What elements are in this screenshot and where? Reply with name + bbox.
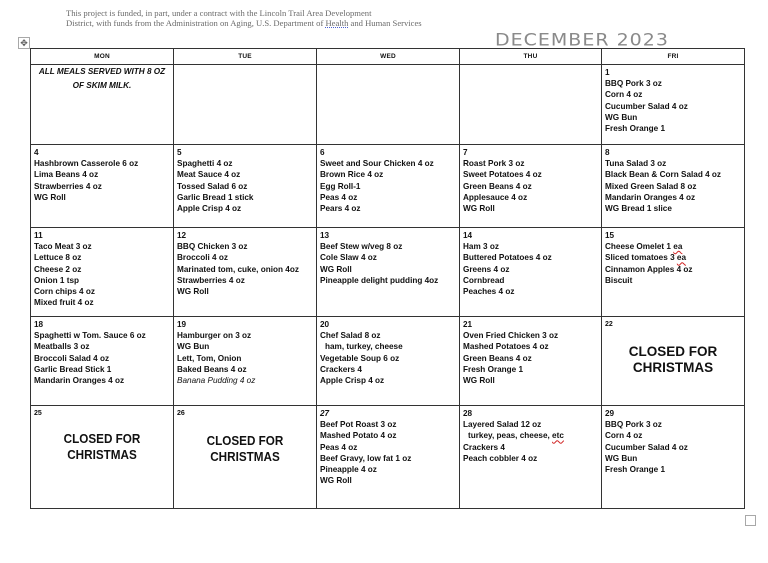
day-number: 15 [605,231,615,240]
menu-item: Pineapple 4 oz [320,465,377,475]
menu-item: Meat Sauce 4 oz [177,170,241,180]
menu-item-detail: ham, turkey, cheese [325,342,403,352]
menu-item: Marinated tom, cuke, onion 4oz [177,264,299,274]
menu-item: Green Beans 4 oz [463,353,532,363]
menu-item: Garlic Bread Stick 1 [34,364,112,374]
menu-item: Mixed fruit 4 oz [34,298,94,308]
menu-item: Baked Beans 4 oz [177,364,247,374]
closed-day-cell [174,406,317,509]
menu-item: WG Bun [605,112,638,122]
closed-notice: CLOSED FOR CHRISTMAS [628,344,718,376]
day-cell [31,145,174,228]
day-cell [460,145,602,228]
day-number: 27 [320,409,330,418]
day-number: 26 [177,410,185,417]
table-move-handle-icon[interactable]: ✥ [18,37,30,49]
week-row [31,406,745,509]
menu-item: Roast Pork 3 oz [463,159,525,169]
closed-notice: CLOSED FOR CHRISTMAS [63,431,141,463]
menu-item: Layered Salad 12 oz [463,420,542,430]
day-cell [317,406,460,509]
menu-item: Corn 4 oz [605,90,643,100]
menu-item: Cheese Omelet 1 ea [605,242,683,252]
menu-item: Spaghetti w Tom. Sauce 6 oz [34,331,146,341]
day-cell [460,317,602,406]
weekday-header-row [31,49,745,65]
menu-item: Mashed Potatoes 4 oz [463,342,549,352]
menu-item-detail: turkey, peas, cheese, etc [468,431,564,441]
menu-item: BBQ Pork 3 oz [605,79,662,89]
menu-item: Taco Meat 3 oz [34,242,92,252]
spell-flagged-word: ea [676,253,687,263]
menu-item: BBQ Chicken 3 oz [177,242,248,252]
grammar-flagged-word: Health [325,18,349,28]
day-cell [174,145,317,228]
day-cell [174,317,317,406]
menu-item: Corn chips 4 oz [34,287,95,297]
menu-item: Crackers 4 [320,364,362,374]
menu-item: Pineapple delight pudding 4oz [320,275,439,285]
milk-note: ALL MEALS SERVED WITH 8 OZ OF SKIM MILK. [38,67,166,90]
header-wed: WED [317,49,460,65]
header-mon: MON [31,49,174,65]
day-number: 29 [605,409,615,418]
day-number: 19 [177,320,187,329]
menu-item: Beef Stew w/veg 8 oz [320,242,403,252]
day-number: 22 [605,321,613,328]
menu-item: Crackers 4 [463,442,505,452]
menu-item: Applesauce 4 oz [463,192,528,202]
menu-item: Strawberries 4 oz [177,275,245,285]
menu-item: Strawberries 4 oz [34,181,102,191]
header-tue: TUE [174,49,317,65]
menu-item: Peach cobbler 4 oz [463,453,538,463]
menu-item: Lett, Tom, Onion [177,353,242,363]
funding-line-1: This project is funded, in part, under a contract with the Lincoln Trail Area Development [66,8,372,18]
day-number: 8 [605,148,610,157]
day-number: 4 [34,148,39,157]
menu-item: Beef Gravy, low fat 1 oz [320,453,412,463]
menu-item: WG Roll [320,476,352,486]
day-cell [31,228,174,317]
menu-item: Lettuce 8 oz [34,253,82,263]
menu-item: Mixed Green Salad 8 oz [605,181,697,191]
day-number: 18 [34,320,44,329]
menu-item: Fresh Orange 1 [463,364,524,374]
menu-item: Tossed Salad 6 oz [177,181,248,191]
menu-item: Hamburger on 3 oz [177,331,252,341]
day-cell [460,228,602,317]
menu-item: Buttered Potatoes 4 oz [463,253,552,263]
menu-item: Peas 4 oz [320,442,358,452]
menu-calendar-table [30,48,745,509]
week-row [31,228,745,317]
menu-item: Brown Rice 4 oz [320,170,384,180]
menu-item: WG Bun [177,342,210,352]
menu-item: Apple Crisp 4 oz [177,204,242,214]
menu-item: Broccoli Salad 4 oz [34,353,110,363]
menu-item: Apple Crisp 4 oz [320,376,385,386]
menu-item: Lima Beans 4 oz [34,170,99,180]
spell-flagged-word: etc [552,431,564,441]
day-cell [317,228,460,317]
menu-item: Hashbrown Casserole 6 oz [34,159,139,169]
menu-item: Meatballs 3 oz [34,342,90,352]
funding-line-2: District, with funds from the Administration on Aging, U.S. Department of Health and Human Services [66,18,422,28]
day-number: 14 [463,231,473,240]
closed-notice: CLOSED FOR CHRISTMAS [206,433,284,465]
menu-item: Cornbread [463,275,505,285]
menu-item: Pears 4 oz [320,204,361,214]
menu-item: Oven Fried Chicken 3 oz [463,331,559,341]
menu-item: Chef Salad 8 oz [320,331,381,341]
menu-item: Spaghetti 4 oz [177,159,233,169]
menu-item: Cucumber Salad 4 oz [605,442,688,452]
week-row [31,145,745,228]
menu-item: Mashed Potato 4 oz [320,431,397,441]
day-number: 21 [463,320,473,329]
menu-item: Sweet Potatoes 4 oz [463,170,542,180]
empty-day-cell [460,65,602,145]
menu-item: Mandarin Oranges 4 oz [34,376,125,386]
table-resize-handle[interactable] [745,515,756,526]
closed-day-cell [602,317,745,406]
menu-item: BBQ Pork 3 oz [605,420,662,430]
menu-item: WG Bread 1 slice [605,204,672,214]
menu-item: WG Roll [320,264,352,274]
milk-note-cell [31,65,174,145]
day-cell [31,317,174,406]
menu-item: WG Roll [463,376,495,386]
menu-item: Sweet and Sour Chicken 4 oz [320,159,434,169]
menu-item: Cinnamon Apples 4 oz [605,264,693,274]
menu-item: Sliced tomatoes 3 ea [605,253,687,263]
day-cell [174,228,317,317]
menu-item: Tuna Salad 3 oz [605,159,667,169]
month-title: DECEMBER 2023 [495,30,669,50]
day-cell [602,228,745,317]
empty-day-cell [317,65,460,145]
day-number: 6 [320,148,325,157]
day-cell [602,406,745,509]
menu-item: Biscuit [605,275,633,285]
menu-item: Mandarin Oranges 4 oz [605,192,696,202]
empty-day-cell [174,65,317,145]
day-number: 12 [177,231,187,240]
header-fri: FRI [602,49,745,65]
menu-item: Peas 4 oz [320,192,358,202]
menu-item: Vegetable Soup 6 oz [320,353,400,363]
day-number: 28 [463,409,473,418]
menu-item: Cheese 2 oz [34,264,82,274]
menu-item: Cole Slaw 4 oz [320,253,377,263]
menu-item: Green Beans 4 oz [463,181,532,191]
day-number: 11 [34,231,43,240]
menu-item: Onion 1 tsp [34,275,80,285]
menu-item: Black Bean & Corn Salad 4 oz [605,170,722,180]
header-thu: THU [460,49,602,65]
menu-item: Banana Pudding 4 oz [177,376,256,386]
menu-item: Peaches 4 oz [463,287,515,297]
day-number: 7 [463,148,468,157]
day-cell [460,406,602,509]
day-cell [602,65,745,145]
menu-item: Broccoli 4 oz [177,253,228,263]
week-row [31,65,745,145]
menu-item: Garlic Bread 1 stick [177,192,254,202]
menu-item: Fresh Orange 1 [605,465,666,475]
menu-item: Cucumber Salad 4 oz [605,101,688,111]
spell-flagged-word: ea [673,242,683,252]
menu-item: Egg Roll-1 [320,181,361,191]
day-number: 5 [177,148,182,157]
funding-notice [66,8,422,28]
closed-day-cell [31,406,174,509]
day-number: 13 [320,231,330,240]
day-number: 1 [605,68,610,77]
day-cell [317,317,460,406]
menu-item: Beef Pot Roast 3 oz [320,420,397,430]
menu-item: Corn 4 oz [605,431,643,441]
menu-item: Ham 3 oz [463,242,499,252]
menu-item: Greens 4 oz [463,264,510,274]
menu-item: WG Bun [605,453,638,463]
day-cell [317,145,460,228]
week-row [31,317,745,406]
menu-item: WG Roll [34,192,66,202]
menu-item: Fresh Orange 1 [605,124,666,134]
day-number: 20 [320,320,330,329]
day-cell [602,145,745,228]
day-number: 25 [34,410,42,417]
menu-item: WG Roll [463,204,495,214]
menu-item: WG Roll [177,287,209,297]
